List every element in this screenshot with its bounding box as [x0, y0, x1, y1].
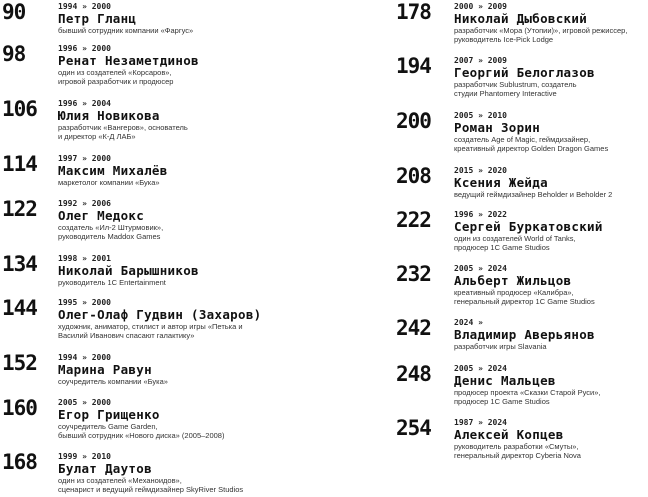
entry-desc: генеральный директор 1C Game Studios	[454, 297, 595, 306]
entry-rank: 144	[2, 296, 37, 320]
entry-years: 2007 » 2009	[454, 56, 507, 65]
entry-name: Николай Барышников	[58, 263, 199, 278]
entry-name: Юлия Новикова	[58, 108, 160, 123]
entry-years: 1996 » 2022	[454, 210, 507, 219]
entry-info	[58, 154, 168, 187]
entry-desc: руководитель разработки «Смуты»,	[454, 442, 579, 451]
entry-years: 1992 » 2006	[58, 199, 111, 208]
entry-years: 2005 » 2000	[58, 398, 111, 407]
entry-name: Петр Гланц	[58, 11, 137, 26]
entry-desc: и директор «К-Д ЛАБ»	[58, 132, 136, 141]
entry-info	[58, 452, 243, 494]
entry-desc: руководитель Ice-Pick Lodge	[454, 35, 554, 44]
entry-rank: 114	[2, 152, 37, 176]
entry-info	[454, 166, 612, 199]
entry-rank: 90	[2, 0, 26, 24]
entry-years: 1999 » 2010	[58, 452, 111, 461]
entry-rank: 222	[396, 208, 431, 232]
entry-info	[454, 2, 627, 44]
entry-years: 1994 » 2000	[58, 353, 111, 362]
entry-name: Денис Мальцев	[454, 373, 556, 388]
entry-desc: бывший сотрудник компании «Фаргус»	[58, 26, 194, 35]
entry-info	[58, 298, 261, 340]
entry-rank: 254	[396, 416, 431, 440]
entry-name: Булат Даутов	[58, 461, 152, 476]
entry-desc: продюсер 1C Game Studios	[454, 397, 550, 406]
entry-rank: 106	[2, 97, 37, 121]
entry-desc: продюсер 1C Game Studios	[454, 243, 550, 252]
entry-desc: бывший сотрудник «Нового диска» (2005–2008)	[58, 431, 225, 440]
entry-name: Николай Дыбовский	[454, 11, 588, 26]
entry-years: 1996 » 2004	[58, 99, 111, 108]
entry-rank: 178	[396, 0, 431, 24]
entry-years: 1998 » 2001	[58, 254, 111, 263]
entry-years: 2005 » 2010	[454, 111, 507, 120]
entry-desc: студии Phantomery Interactive	[454, 89, 557, 98]
entry-info	[454, 210, 603, 252]
entry-desc: креативный директор Golden Dragon Games	[454, 144, 609, 153]
entry-desc: разработчик «Вангеров», основатель	[58, 123, 188, 132]
entry-name: Роман Зорин	[454, 120, 541, 135]
entry-info	[58, 398, 224, 440]
entry-years: 2000 » 2009	[454, 2, 507, 11]
entry-desc: соучредитель компании «Бука»	[58, 377, 168, 386]
entry-desc: ведущий геймдизайнер Beholder и Beholder 2	[454, 190, 613, 199]
entry-info	[454, 364, 601, 406]
entry-info	[58, 99, 188, 141]
entry-info	[454, 264, 595, 306]
entry-desc: один из создателей World of Tanks,	[454, 234, 576, 243]
entry-info	[454, 111, 608, 153]
entry-name: Марина Равун	[58, 362, 152, 377]
entry-info	[58, 199, 163, 241]
entry-name: Егор Грищенко	[58, 407, 160, 422]
entry-desc: игровой разработчик и продюсер	[58, 77, 174, 86]
entry-info	[58, 2, 193, 35]
entry-desc: маркетолог компании «Бука»	[58, 178, 160, 187]
entry-name: Алексей Копцев	[454, 427, 564, 442]
entry-desc: разработчик «Мора (Утопии)», игровой режиссер,	[454, 26, 628, 35]
entry-name: Сергей Буркатовский	[454, 219, 603, 234]
entry-rank: 152	[2, 351, 37, 375]
entry-desc: генеральный директор Cyberia Nova	[454, 451, 581, 460]
entry-name: Ренат Незаметдинов	[58, 53, 199, 68]
entry-name: Олег Медокс	[58, 208, 145, 223]
entry-info	[58, 254, 199, 287]
entry-rank: 194	[396, 54, 431, 78]
entry-rank: 248	[396, 362, 431, 386]
entry-name: Олег-Олаф Гудвин (Захаров)	[58, 307, 262, 322]
entry-desc: руководитель Maddox Games	[58, 232, 161, 241]
entry-rank: 232	[396, 262, 431, 286]
entry-rank: 200	[396, 109, 431, 133]
entry-desc: разработчик Sublustrum, создатель	[454, 80, 577, 89]
entry-desc: соучредитель Game Garden,	[58, 422, 158, 431]
entry-rank: 242	[396, 316, 431, 340]
entry-desc: один из создателей «Корсаров»,	[58, 68, 172, 77]
entry-desc: создатель «Ил-2 Штурмовик»,	[58, 223, 164, 232]
entry-desc: сценарист и ведущий геймдизайнер SkyRiver Studios	[58, 485, 244, 494]
entry-desc: продюсер проекта «Сказки Старой Руси»,	[454, 388, 601, 397]
entry-name: Георгий Белоглазов	[454, 65, 595, 80]
entry-years: 1994 » 2000	[58, 2, 111, 11]
entry-years: 1987 » 2024	[454, 418, 507, 427]
entry-info	[454, 318, 595, 351]
entry-info	[58, 353, 168, 386]
entry-rank: 134	[2, 252, 37, 276]
entry-years: 2015 » 2020	[454, 166, 507, 175]
entry-desc: Василий Иванович спасают галактику»	[58, 331, 195, 340]
entry-desc: разработчик игры Slavania	[454, 342, 547, 351]
entry-info	[454, 418, 581, 460]
entry-rank: 98	[2, 42, 26, 66]
entry-years: 2005 » 2024	[454, 264, 507, 273]
entry-years: 2024 »	[454, 318, 483, 327]
entry-rank: 208	[396, 164, 431, 188]
entry-years: 1995 » 2000	[58, 298, 111, 307]
entry-desc: создатель Age of Magic, геймдизайнер,	[454, 135, 591, 144]
entry-desc: креативный продюсер «Калибра»,	[454, 288, 574, 297]
entry-name: Альберт Жильцов	[454, 273, 572, 288]
entry-years: 1997 » 2000	[58, 154, 111, 163]
entry-info	[454, 56, 595, 98]
entry-years: 1996 » 2000	[58, 44, 111, 53]
entry-desc: один из создателей «Механоидов»,	[58, 476, 182, 485]
entry-rank: 160	[2, 396, 37, 420]
entry-desc: художник, аниматор, стилист и автор игры «Петька и	[58, 322, 243, 331]
entry-rank: 168	[2, 450, 37, 474]
entry-rank: 122	[2, 197, 37, 221]
entry-info	[58, 44, 199, 86]
entry-name: Ксения Жейда	[454, 175, 548, 190]
entry-name: Максим Михалёв	[58, 163, 168, 178]
entry-name: Владимир Аверьянов	[454, 327, 595, 342]
entry-desc: руководитель 1C Entertainment	[58, 278, 166, 287]
entry-years: 2005 » 2024	[454, 364, 507, 373]
